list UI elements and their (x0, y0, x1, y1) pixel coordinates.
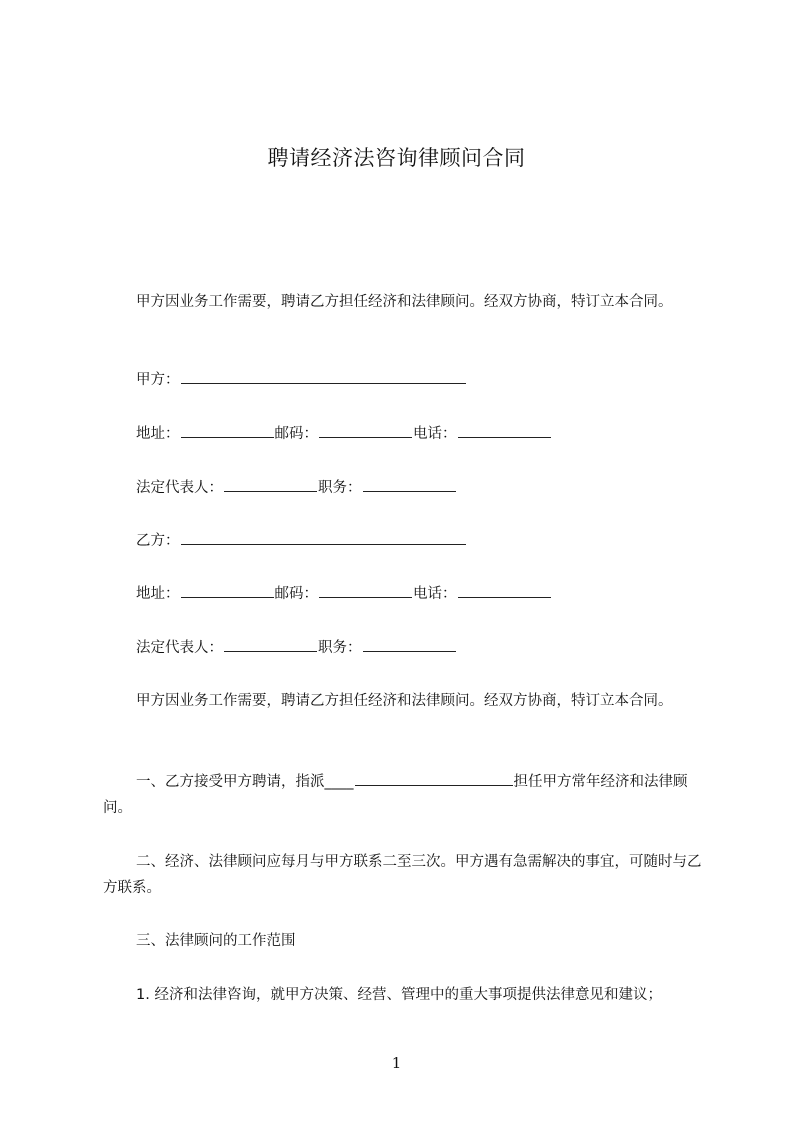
party-b-rep-line (136, 637, 457, 659)
party-a-title-label: 职务： (318, 480, 362, 496)
party-b-address-label: 地址： (136, 586, 180, 602)
party-b-line (136, 530, 467, 552)
party-a-phone-blank[interactable] (458, 423, 551, 438)
clause-2: 二、经济、法律顾问应每月与甲方联系二至三次。甲方遇有急需解决的事宜，可随时与乙方联系。 (103, 854, 702, 896)
party-a-line (136, 369, 467, 391)
intro-paragraph: 甲方因业务工作需要，聘请乙方担任经济和法律顾问。经双方协商，特订立本合同。 (136, 294, 673, 310)
party-b-title-blank[interactable] (363, 637, 456, 652)
clause-1-after: 担任甲方常年经济和法律顾问。 (103, 774, 688, 816)
party-b-blank[interactable] (181, 530, 466, 545)
party-b-phone-label: 电话： (413, 586, 457, 602)
party-b-contact-line (136, 583, 552, 605)
clause-1-appointee-blank[interactable] (355, 771, 513, 786)
clause-3-item-1: 1. 经济和法律咨询，就甲方决策、经营、管理中的重大事项提供法律意见和建议； (136, 987, 662, 1003)
clause-1-prefix-blank: ____ (324, 774, 354, 790)
party-a-contact-line (136, 423, 552, 445)
party-a-rep-label: 法定代表人： (136, 480, 223, 496)
page-number: 1 (391, 1054, 402, 1072)
party-b-phone-blank[interactable] (458, 583, 551, 598)
intro-paragraph-repeat: 甲方因业务工作需要，聘请乙方担任经济和法律顾问。经双方协商，特订立本合同。 (136, 693, 673, 709)
party-a-address-blank[interactable] (181, 423, 274, 438)
party-a-label: 甲方： (136, 372, 180, 388)
page-title: 聘请经济法咨询律顾问合同 (267, 146, 526, 170)
party-b-label: 乙方： (136, 533, 180, 549)
party-a-blank[interactable] (181, 369, 466, 384)
party-a-rep-blank[interactable] (224, 477, 317, 492)
party-b-postcode-label: 邮码： (274, 586, 318, 602)
party-b-postcode-blank[interactable] (319, 583, 412, 598)
party-b-rep-label: 法定代表人： (136, 640, 223, 656)
clause-1 (103, 769, 703, 821)
party-b-title-label: 职务： (318, 640, 362, 656)
party-b-rep-blank[interactable] (224, 637, 317, 652)
clause-1-before: 一、乙方接受甲方聘请，指派 (136, 774, 325, 790)
party-b-address-blank[interactable] (181, 583, 274, 598)
party-a-postcode-blank[interactable] (319, 423, 412, 438)
party-a-rep-line (136, 477, 457, 499)
party-a-postcode-label: 邮码： (274, 426, 318, 442)
party-a-phone-label: 电话： (413, 426, 457, 442)
party-a-title-blank[interactable] (363, 477, 456, 492)
clause-3-heading: 三、法律顾问的工作范围 (136, 933, 296, 949)
party-a-address-label: 地址： (136, 426, 180, 442)
